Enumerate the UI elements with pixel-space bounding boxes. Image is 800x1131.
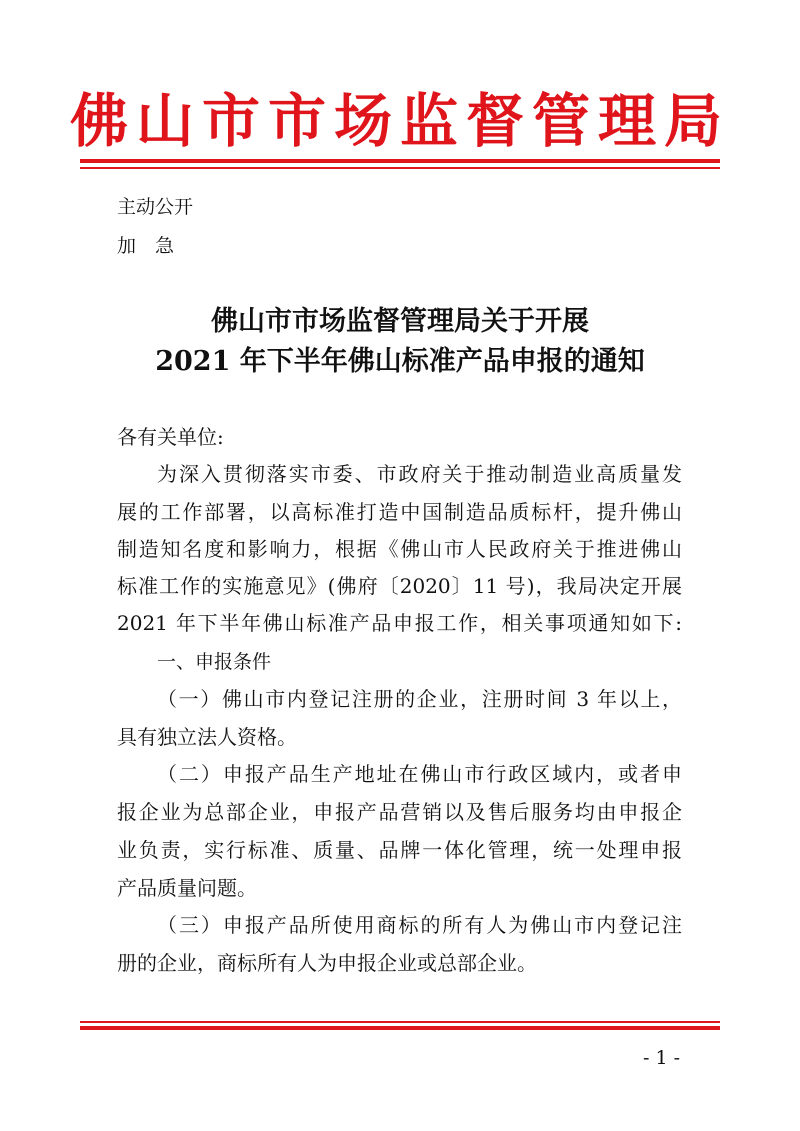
condition-2-line: 报企业为总部企业，申报产品营销以及售后服务均由申报企 (117, 800, 682, 824)
footer-rule-thick (80, 1026, 720, 1030)
masthead-title: 佛山市市场监督管理局 (69, 87, 730, 155)
intro-line: 展的工作部署，以高标准打造中国制造品质标杆，提升佛山 (117, 500, 682, 524)
condition-1-line: 具有独立法人资格。 (117, 725, 297, 749)
condition-2-line: （二）申报产品生产地址在佛山市行政区域内，或者申 (157, 762, 682, 786)
document-title-line-2: 2021 年下半年佛山标准产品申报的通知 (155, 346, 645, 377)
disclosure-label: 主动公开 (117, 196, 194, 218)
condition-3-line: （三）申报产品所使用商标的所有人为佛山市内登记注 (157, 913, 682, 937)
salutation: 各有关单位: (117, 425, 224, 449)
section-heading: 一、申报条件 (157, 651, 272, 673)
condition-3-line: 册的企业，商标所有人为申报企业或总部企业。 (117, 951, 537, 975)
intro-line: 标准工作的实施意见》(佛府〔2020〕11 号)，我局决定开展 (117, 574, 682, 598)
masthead-rule-thick (80, 159, 720, 163)
condition-2-line: 业负责，实行标准、质量、品牌一体化管理，统一处理申报 (117, 838, 682, 862)
urgency-label: 加 急 (117, 235, 175, 257)
condition-1-line: （一）佛山市内登记注册的企业，注册时间 3 年以上， (157, 687, 682, 711)
page-number: - 1 - (642, 1047, 680, 1069)
footer-rule-thin (80, 1021, 720, 1023)
condition-2-line: 产品质量问题。 (117, 876, 257, 900)
intro-line: 为深入贯彻落实市委、市政府关于推动制造业高质量发 (157, 462, 682, 486)
intro-line: 2021 年下半年佛山标准产品申报工作，相关事项通知如下: (117, 611, 682, 635)
document-title-line-1: 佛山市市场监督管理局关于开展 (211, 306, 589, 337)
intro-line: 制造知名度和影响力，根据《佛山市人民政府关于推进佛山 (117, 537, 682, 561)
masthead-rule-thin (80, 167, 720, 169)
